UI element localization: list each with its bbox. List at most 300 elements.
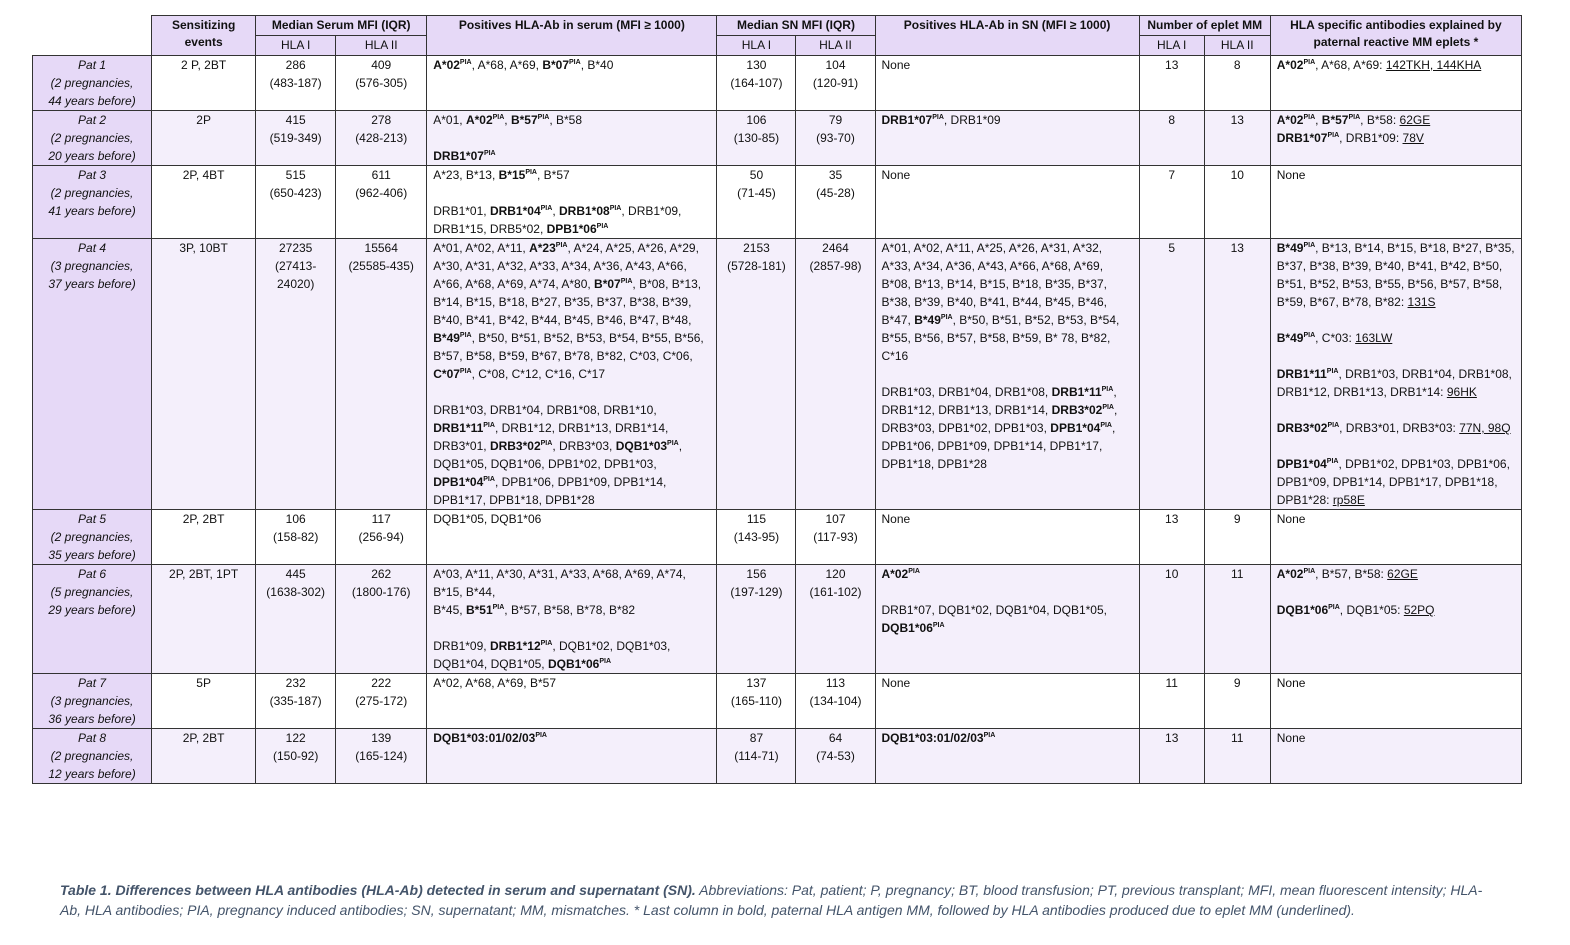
antibody-text: , DRB3*01, DRB3*03:	[1339, 421, 1460, 435]
iqr-value: (5728-181)	[727, 259, 786, 273]
paragraph	[882, 383, 1133, 473]
antigen-name: DQB1*06	[1276, 603, 1329, 617]
pia-superscript: PIA	[540, 640, 553, 647]
header-eplet-mm: Number of eplet MM	[1139, 16, 1270, 36]
antigen-name: A*02	[881, 567, 909, 581]
antibody-text: A*01, A*02, A*11,	[433, 241, 530, 255]
hla-antigen-mm	[433, 731, 547, 745]
paragraph	[882, 166, 1133, 184]
pia-superscript: PIA	[1101, 386, 1114, 393]
antibody-text: DRB1*09,	[433, 639, 490, 653]
pia-superscript: PIA	[525, 169, 537, 176]
antibody-text: DRB1*03, DRB1*04, DRB1*08, DRB1*10,	[433, 403, 657, 417]
sn-positives-cell	[875, 239, 1139, 510]
patient-preg: (2 pregnancies,	[50, 530, 134, 544]
hla-antigen-mm	[1277, 241, 1315, 255]
paragraph	[1277, 419, 1515, 437]
antibody-text: , DQB1*05:	[1339, 603, 1404, 617]
eplet-hla-ii-cell	[1204, 239, 1270, 510]
antigen-name: DRB3*02	[1051, 403, 1103, 417]
eplet-label: 131S	[1407, 295, 1436, 309]
pia-superscript: PIA	[1102, 404, 1114, 411]
antigen-name: A*02	[465, 113, 493, 127]
iqr-value: (130-85)	[733, 131, 780, 145]
pia-superscript: PIA	[620, 278, 633, 285]
antibody-text: , DRB3*03, DPB1*02, DPB1*03,	[881, 403, 1118, 435]
antibody-text: A*02, A*68, A*69, B*57	[433, 676, 556, 690]
median-value: 35	[828, 168, 843, 182]
pia-superscript: PIA	[1328, 604, 1340, 611]
antibody-text: , A*24, A*25, A*26, A*29, A*30, A*31, A*32, A*33, A*34, A*36, A*43, A*66, A*66, A*68, A*69, A*74, A*80,	[433, 241, 699, 291]
eplet-hla-i-cell	[1139, 674, 1204, 729]
table-row	[33, 729, 1522, 784]
iqr-value: (143-95)	[733, 530, 780, 544]
pia-superscript: PIA	[932, 114, 944, 121]
median-value: 13	[1230, 241, 1244, 255]
eplet-hla-ii-cell	[1204, 674, 1270, 729]
paragraph	[433, 56, 710, 74]
antibody-text: , A*68, A*69,	[471, 58, 543, 72]
explained-antibodies-cell	[1270, 674, 1521, 729]
hla-antigen-mm	[433, 331, 471, 345]
median-value: 2P, 2BT	[182, 512, 225, 526]
hla-antigen-mm	[559, 204, 621, 218]
serum-hla-i-mfi-cell	[256, 510, 336, 565]
patient-preg: (2 pregnancies,	[50, 76, 134, 90]
median-value: 13	[1165, 58, 1179, 72]
iqr-value: (483-187)	[269, 76, 322, 90]
antibody-text: DRB1*03, DRB1*04, DRB1*08,	[881, 385, 1052, 399]
explained-antibodies-cell	[1270, 239, 1521, 510]
antibody-text: ,	[552, 204, 559, 218]
paragraph	[1277, 111, 1515, 147]
caption-text: Abbreviations: Pat, patient; P, pregnancy; BT, blood transfusion; PT, previous transplant; MFI, mean fluorescent intensity; HLA-Ab, HLA antibodies; PIA, pregnancy induced antibodies; SN, supernatant; MM, mismatches. * Last column in bold, paternal HLA antigen MM, followed by HLA antibodies produced due to eplet MM (underlined).	[60, 882, 1483, 918]
patient-preg: (3 pregnancies,	[50, 694, 134, 708]
iqr-value: (161-102)	[809, 585, 862, 599]
header-explained-antibodies: HLA specific antibodies explained by paternal reactive MM eplets *	[1270, 16, 1521, 56]
median-value: 232	[285, 676, 306, 690]
antigen-name: B*57	[1321, 113, 1349, 127]
patient-yrs: 20 years before)	[48, 149, 136, 163]
antigen-name: DRB1*08	[558, 204, 610, 218]
serum-hla-i-mfi-cell	[256, 111, 336, 166]
sensitizing-events-cell	[152, 239, 256, 510]
pia-superscript: PIA	[492, 114, 505, 121]
paragraph	[1277, 674, 1515, 692]
pia-superscript: PIA	[1303, 568, 1316, 575]
table-body	[33, 56, 1522, 784]
median-value: 104	[825, 58, 846, 72]
patient-yrs: 12 years before)	[48, 767, 136, 781]
antibody-text: , B*50, B*51, B*52, B*53, B*54, B*55, B*56, B*57, B*58, B*59, B* 78, B*82, C*16	[881, 313, 1120, 363]
sensitizing-events-cell	[152, 111, 256, 166]
paragraph	[433, 166, 710, 184]
median-value: 13	[1165, 731, 1179, 745]
antibody-text: None	[1276, 168, 1306, 182]
hla-antigen-mm	[542, 58, 580, 72]
hla-antigen-mm	[547, 222, 609, 236]
sn-hla-ii-mfi-cell	[796, 674, 875, 729]
sn-positives-cell	[875, 565, 1139, 674]
header-blank-cell	[33, 16, 152, 56]
median-value: 115	[746, 512, 767, 526]
antigen-name: DPB1*04	[1276, 457, 1327, 471]
eplet-hla-ii-cell	[1204, 729, 1270, 784]
pia-superscript: PIA	[537, 114, 550, 121]
antibody-text: , B*57, B*58, B*78, B*82	[504, 603, 636, 617]
serum-positives-cell	[427, 510, 717, 565]
sn-hla-ii-mfi-cell	[796, 729, 875, 784]
hla-antigen-mm	[511, 113, 549, 127]
pia-superscript: PIA	[940, 314, 953, 321]
antibody-text: , B*57	[536, 168, 570, 182]
patient-cell	[33, 239, 152, 510]
pia-superscript: PIA	[535, 732, 547, 739]
patient-preg: (3 pregnancies,	[50, 259, 134, 273]
antibody-text: , B*50, B*51, B*52, B*53, B*54, B*55, B*56, B*57, B*58, B*59, B*67, B*78, B*82, C*03, C*06,	[433, 331, 704, 363]
antibody-text: , DPB1*02, DPB1*03, DPB1*06, DPB1*09, DPB1*14, DPB1*17, DPB1*18, DPB1*28:	[1276, 457, 1510, 507]
median-value: 10	[1230, 168, 1244, 182]
antibody-text: , A*68, A*69:	[1315, 58, 1386, 72]
hla-antigen-mm	[499, 168, 537, 182]
serum-hla-ii-mfi-cell	[336, 510, 427, 565]
antigen-name: DPB1*04	[433, 475, 484, 489]
median-value: 286	[285, 58, 306, 72]
paragraph	[882, 601, 1133, 637]
median-value: 278	[371, 113, 392, 127]
caption-title: Table 1. Differences between HLA antibodies (HLA-Ab) detected in serum and supernatant (SN).	[60, 882, 696, 898]
median-value: 139	[371, 731, 392, 745]
patient-yrs: 29 years before)	[48, 603, 136, 617]
pia-superscript: PIA	[1303, 332, 1316, 339]
pia-superscript: PIA	[932, 622, 945, 629]
iqr-value: (71-45)	[737, 186, 776, 200]
antibody-text: None	[881, 676, 911, 690]
serum-hla-ii-mfi-cell	[336, 674, 427, 729]
paragraph	[433, 111, 710, 129]
patient-preg: (5 pregnancies,	[50, 585, 134, 599]
iqr-value: (165-124)	[355, 749, 408, 763]
serum-hla-i-mfi-cell	[256, 674, 336, 729]
paragraph	[1277, 455, 1515, 509]
hla-antigen-mm	[1277, 58, 1315, 72]
antigen-name: DRB1*07	[1276, 131, 1328, 145]
header-positives-sn: Positives HLA-Ab in SN (MFI ≥ 1000)	[875, 16, 1139, 56]
antibody-text: DRB1*01,	[433, 204, 490, 218]
hla-antigen-mm	[616, 439, 679, 453]
median-value: 10	[1165, 567, 1179, 581]
serum-hla-i-mfi-cell	[256, 239, 336, 510]
serum-hla-ii-mfi-cell	[336, 565, 427, 674]
median-value: 2P, 2BT, 1PT	[169, 567, 239, 581]
median-value: 11	[1231, 567, 1244, 581]
antigen-name: B*49	[914, 313, 941, 327]
pia-superscript: PIA	[555, 242, 568, 249]
iqr-value: (256-94)	[358, 530, 404, 544]
median-value: 27235	[278, 241, 313, 255]
serum-hla-i-mfi-cell	[256, 166, 336, 239]
sensitizing-events-cell	[152, 565, 256, 674]
sn-hla-ii-mfi-cell	[796, 111, 875, 166]
sn-hla-i-mfi-cell	[717, 565, 796, 674]
antibody-text: None	[881, 58, 911, 72]
paragraph	[882, 56, 1133, 74]
eplet-hla-i-cell	[1139, 565, 1204, 674]
median-value: 2P, 4BT	[182, 168, 225, 182]
paragraph	[433, 674, 710, 692]
antigen-name: DRB1*11	[1051, 385, 1102, 399]
sn-hla-ii-mfi-cell	[796, 166, 875, 239]
antigen-name: A*02	[1276, 58, 1304, 72]
serum-positives-cell	[427, 729, 717, 784]
sn-positives-cell	[875, 674, 1139, 729]
hla-antigen-mm	[882, 113, 944, 127]
paragraph	[1277, 565, 1515, 583]
hla-antigen-mm	[433, 149, 495, 163]
median-value: 515	[285, 168, 306, 182]
antibody-text: None	[881, 168, 911, 182]
hla-antigen-mm	[1277, 331, 1315, 345]
patient-yrs: 44 years before)	[48, 94, 136, 108]
median-value: 13	[1165, 512, 1179, 526]
iqr-value: (165-110)	[730, 694, 783, 708]
median-value: 3P, 10BT	[179, 241, 228, 255]
iqr-value: (93-70)	[816, 131, 855, 145]
antigen-name: B*49	[1276, 241, 1304, 255]
median-value: 2464	[822, 241, 849, 255]
antigen-name: C*07	[433, 367, 460, 381]
paragraph	[1277, 56, 1515, 74]
eplet-hla-ii-cell	[1204, 510, 1270, 565]
median-value: 11	[1165, 676, 1178, 690]
median-value: 445	[285, 567, 306, 581]
antibody-text: None	[1276, 676, 1306, 690]
eplet-hla-i-cell	[1139, 111, 1204, 166]
pia-superscript: PIA	[1100, 422, 1112, 429]
pia-superscript: PIA	[1327, 132, 1340, 139]
eplet-label: 52PQ	[1403, 603, 1435, 617]
sensitizing-events-cell	[152, 510, 256, 565]
pia-superscript: PIA	[599, 658, 611, 665]
antigen-name: DQB1*03	[615, 439, 668, 453]
hla-antigen-mm	[529, 241, 567, 255]
subheader-eplet-hla-ii: HLA II	[1204, 36, 1270, 56]
antibody-text: , DQB1*02, DQB1*03, DQB1*04, DQB1*05,	[433, 639, 671, 671]
eplet-hla-ii-cell	[1204, 166, 1270, 239]
paragraph	[433, 565, 710, 619]
antibody-text: , DRB1*12, DRB1*13, DRB1*14,	[881, 385, 1117, 417]
patient-pat: Pat 5	[78, 512, 107, 526]
table-row	[33, 510, 1522, 565]
eplet-label: 96HK	[1446, 385, 1477, 399]
iqr-value: (1638-302)	[266, 585, 326, 599]
median-value: 87	[749, 731, 764, 745]
antigen-name: DRB3*02	[1276, 421, 1328, 435]
paragraph	[882, 510, 1133, 528]
patient-yrs: 36 years before)	[48, 712, 136, 726]
median-value: 222	[371, 676, 392, 690]
sn-positives-cell	[875, 56, 1139, 111]
hla-antigen-mm	[433, 367, 471, 381]
hla-antigen-mm	[490, 204, 552, 218]
hla-antigen-mm	[1277, 367, 1339, 381]
iqr-value: (962-406)	[355, 186, 408, 200]
iqr-value: (120-91)	[812, 76, 859, 90]
hla-antigen-mm	[1277, 421, 1339, 435]
iqr-value: (275-172)	[355, 694, 408, 708]
eplet-hla-i-cell	[1139, 729, 1204, 784]
explained-antibodies-cell	[1270, 111, 1521, 166]
median-value: 106	[746, 113, 767, 127]
paragraph	[1277, 166, 1515, 184]
serum-hla-ii-mfi-cell	[336, 111, 427, 166]
antigen-name: DRB1*11	[1276, 367, 1327, 381]
antibody-text: ,	[1315, 113, 1322, 127]
hla-antigen-mm	[882, 621, 945, 635]
antibody-text: , DRB1*09, DRB1*15, DRB5*02,	[433, 204, 682, 236]
eplet-label: 142TKH, 144KHA	[1385, 58, 1482, 72]
sensitizing-events-cell	[152, 674, 256, 729]
median-value: 5	[1168, 241, 1176, 255]
antibody-text: , DRB1*03, DRB1*04, DRB1*08, DRB1*12, DRB1*13, DRB1*14:	[1276, 367, 1512, 399]
header-median-sn-mfi: Median SN MFI (IQR)	[717, 16, 875, 36]
pia-superscript: PIA	[492, 604, 505, 611]
antigen-name: A*02	[1276, 113, 1304, 127]
median-value: 9	[1233, 512, 1241, 526]
sn-hla-ii-mfi-cell	[796, 56, 875, 111]
antigen-name: DPB1*06	[546, 222, 597, 236]
serum-positives-cell	[427, 565, 717, 674]
median-value: 106	[285, 512, 306, 526]
antigen-name: B*57	[510, 113, 538, 127]
median-value: 107	[825, 512, 846, 526]
median-value: 11	[1231, 731, 1244, 745]
serum-hla-ii-mfi-cell	[336, 729, 427, 784]
eplet-hla-ii-cell	[1204, 56, 1270, 111]
paragraph	[882, 111, 1133, 129]
antibody-text: None	[1276, 731, 1306, 745]
paragraph	[433, 239, 710, 383]
median-value: 262	[371, 567, 392, 581]
hla-antigen-mm	[1277, 113, 1315, 127]
median-value: 2P	[196, 113, 211, 127]
patient-yrs: 35 years before)	[48, 548, 136, 562]
sn-positives-cell	[875, 729, 1139, 784]
pia-superscript: PIA	[483, 476, 495, 483]
explained-antibodies-cell	[1270, 56, 1521, 111]
median-value: 50	[749, 168, 764, 182]
antibody-text: , B*58:	[1360, 113, 1400, 127]
pia-superscript: PIA	[983, 732, 996, 739]
iqr-value: (134-104)	[809, 694, 862, 708]
iqr-value: (150-92)	[272, 749, 319, 763]
median-value: 8	[1168, 113, 1176, 127]
sn-positives-cell	[875, 166, 1139, 239]
table-row	[33, 239, 1522, 510]
antigen-name: B*07	[542, 58, 570, 72]
patient-cell	[33, 166, 152, 239]
hla-antibody-table	[32, 15, 1522, 784]
table-row	[33, 166, 1522, 239]
serum-hla-i-mfi-cell	[256, 565, 336, 674]
serum-positives-cell	[427, 239, 717, 510]
eplet-hla-ii-cell	[1204, 111, 1270, 166]
pia-superscript: PIA	[1326, 458, 1339, 465]
paragraph	[882, 239, 1133, 365]
subheader-serum-hla-i: HLA I	[256, 36, 336, 56]
iqr-value: (45-28)	[816, 186, 855, 200]
paragraph	[1277, 510, 1515, 528]
eplet-label: 78V	[1402, 131, 1424, 145]
patient-yrs: 37 years before)	[48, 277, 136, 291]
subheader-sn-hla-i: HLA I	[717, 36, 796, 56]
median-value: 7	[1168, 168, 1176, 182]
pia-superscript: PIA	[1326, 368, 1339, 375]
median-value: 117	[371, 512, 391, 526]
patient-cell	[33, 56, 152, 111]
median-value: 15564	[364, 241, 398, 255]
pia-superscript: PIA	[483, 150, 496, 157]
pia-superscript: PIA	[1303, 59, 1316, 66]
paragraph	[1277, 239, 1515, 311]
antigen-name: DPB1*04	[1050, 421, 1101, 435]
antigen-name: DQB1*03:01/02/03	[433, 731, 536, 745]
sn-hla-i-mfi-cell	[717, 510, 796, 565]
antibody-text: , DPB1*06, DPB1*09, DPB1*14, DPB1*17, DPB1*18, DPB1*28	[881, 421, 1116, 471]
antigen-name: DRB1*04	[489, 204, 541, 218]
antigen-name: DQB1*03:01/02/03	[881, 731, 984, 745]
sn-hla-i-mfi-cell	[717, 166, 796, 239]
hla-antigen-mm	[433, 421, 495, 435]
iqr-value: (164-107)	[730, 76, 783, 90]
iqr-value: (117-93)	[813, 530, 858, 544]
median-value: 2P, 2BT	[182, 731, 225, 745]
sn-hla-i-mfi-cell	[717, 239, 796, 510]
patient-pat: Pat 7	[78, 676, 107, 690]
iqr-value: (27413-24020)	[274, 259, 317, 291]
hla-antigen-mm	[594, 277, 632, 291]
table-row	[33, 56, 1522, 111]
serum-positives-cell	[427, 56, 717, 111]
sn-hla-i-mfi-cell	[717, 111, 796, 166]
median-value: 5P	[196, 676, 211, 690]
hla-antigen-mm	[914, 313, 952, 327]
median-value: 156	[746, 567, 767, 581]
antigen-name: A*02	[433, 58, 460, 72]
sn-positives-cell	[875, 111, 1139, 166]
sn-hla-ii-mfi-cell	[796, 239, 875, 510]
serum-hla-ii-mfi-cell	[336, 56, 427, 111]
antigen-name: B*51	[465, 603, 493, 617]
median-value: 130	[746, 58, 767, 72]
hla-antigen-mm	[1277, 457, 1339, 471]
antibody-text: , DRB1*09	[943, 113, 1001, 127]
subheader-sn-hla-ii: HLA II	[796, 36, 875, 56]
sensitizing-events-cell	[152, 56, 256, 111]
antibody-text: , C*08, C*12, C*16, C*17	[471, 367, 605, 381]
antibody-text: A*23, B*13,	[433, 168, 499, 182]
patient-pat: Pat 8	[78, 731, 107, 745]
subheader-eplet-hla-i: HLA I	[1139, 36, 1204, 56]
antibody-text: , DQB1*05, DQB1*06, DPB1*02, DPB1*03,	[433, 439, 683, 471]
serum-positives-cell	[427, 674, 717, 729]
sn-positives-cell	[875, 510, 1139, 565]
antibody-text: ,	[504, 113, 511, 127]
table-row	[33, 111, 1522, 166]
explained-antibodies-cell	[1270, 166, 1521, 239]
patient-cell	[33, 565, 152, 674]
patient-pat: Pat 1	[78, 58, 107, 72]
